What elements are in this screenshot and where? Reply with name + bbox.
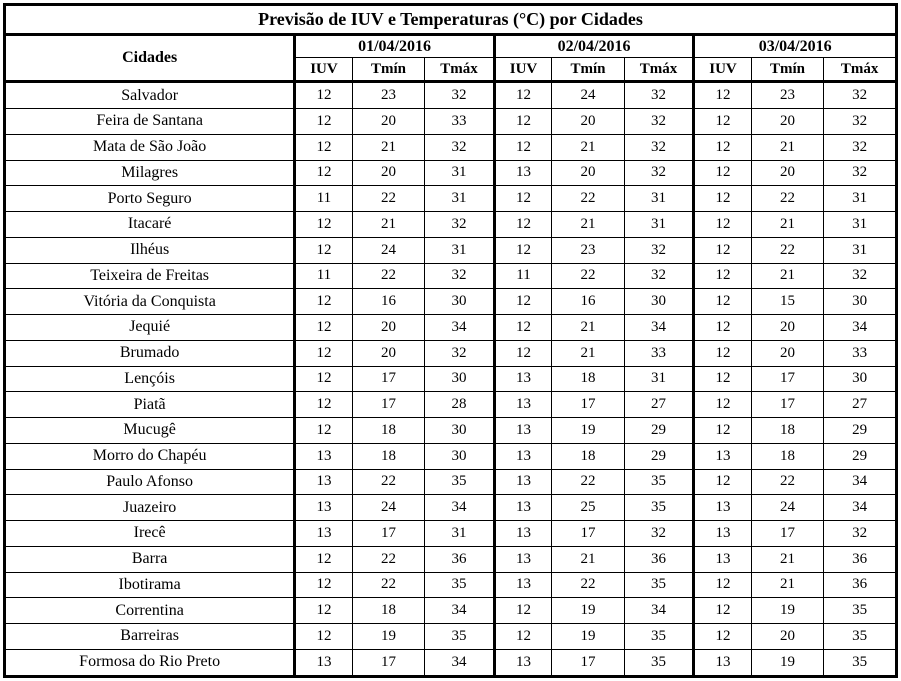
table-row	[5, 82, 897, 109]
table-row	[5, 237, 897, 263]
tmin-cell: 23	[751, 82, 824, 109]
tmax-cell: 35	[824, 624, 897, 650]
tmin-header-3: Tmín	[751, 58, 824, 82]
iuv-cell: 12	[494, 598, 551, 624]
iuv-cell: 12	[494, 186, 551, 212]
tmax-cell: 35	[624, 649, 694, 676]
tmin-cell: 19	[751, 598, 824, 624]
tmax-cell: 35	[425, 572, 495, 598]
tmax-cell: 31	[624, 212, 694, 238]
title-row	[5, 5, 897, 35]
iuv-cell: 11	[295, 263, 352, 289]
table-row	[5, 109, 897, 135]
tmax-cell: 31	[425, 521, 495, 547]
tmin-cell: 22	[352, 263, 425, 289]
iuv-cell: 13	[694, 546, 751, 572]
table-row	[5, 366, 897, 392]
tmin-cell: 17	[552, 392, 625, 418]
table-row	[5, 572, 897, 598]
table-row	[5, 263, 897, 289]
tmin-cell: 20	[352, 340, 425, 366]
tmax-cell: 27	[624, 392, 694, 418]
tmax-cell: 31	[425, 186, 495, 212]
tmin-cell: 17	[552, 649, 625, 676]
tmin-cell: 19	[751, 649, 824, 676]
table-row	[5, 134, 897, 160]
city-name: Paulo Afonso	[5, 469, 295, 495]
table-body	[5, 82, 897, 677]
iuv-cell: 12	[295, 289, 352, 315]
tmin-cell: 19	[552, 624, 625, 650]
iuv-cell: 12	[295, 598, 352, 624]
iuv-cell: 13	[494, 418, 551, 444]
iuv-cell: 12	[295, 546, 352, 572]
tmin-cell: 22	[751, 237, 824, 263]
tmin-cell: 20	[751, 160, 824, 186]
tmax-cell: 34	[824, 315, 897, 341]
tmin-cell: 15	[751, 289, 824, 315]
tmax-cell: 31	[425, 160, 495, 186]
tmax-cell: 33	[425, 109, 495, 135]
table-row	[5, 289, 897, 315]
city-name: Teixeira de Freitas	[5, 263, 295, 289]
iuv-cell: 13	[295, 649, 352, 676]
table-row	[5, 315, 897, 341]
table-row	[5, 495, 897, 521]
city-name: Irecê	[5, 521, 295, 547]
iuv-cell: 12	[694, 82, 751, 109]
tmin-cell: 20	[552, 160, 625, 186]
tmax-cell: 34	[624, 315, 694, 341]
tmin-cell: 21	[751, 546, 824, 572]
iuv-cell: 12	[295, 418, 352, 444]
tmin-cell: 20	[751, 109, 824, 135]
tmax-header-2: Tmáx	[624, 58, 694, 82]
tmax-cell: 32	[624, 109, 694, 135]
city-name: Formosa do Rio Preto	[5, 649, 295, 676]
tmax-cell: 27	[824, 392, 897, 418]
tmax-cell: 31	[824, 237, 897, 263]
tmax-cell: 32	[824, 134, 897, 160]
tmin-cell: 18	[751, 443, 824, 469]
tmax-cell: 34	[824, 469, 897, 495]
iuv-cell: 13	[494, 443, 551, 469]
tmax-header-1: Tmáx	[425, 58, 495, 82]
tmax-cell: 35	[425, 624, 495, 650]
iuv-cell: 12	[295, 160, 352, 186]
tmin-cell: 22	[352, 186, 425, 212]
date-header-2: 02/04/2016	[494, 35, 694, 58]
table-row	[5, 521, 897, 547]
iuv-header-1: IUV	[295, 58, 352, 82]
tmin-cell: 20	[352, 109, 425, 135]
tmax-cell: 36	[624, 546, 694, 572]
tmax-cell: 32	[624, 263, 694, 289]
date-header-row	[5, 35, 897, 58]
tmin-cell: 17	[352, 649, 425, 676]
iuv-cell: 13	[295, 495, 352, 521]
tmax-cell: 29	[824, 418, 897, 444]
tmax-cell: 32	[624, 160, 694, 186]
city-name: Mata de São João	[5, 134, 295, 160]
tmin-cell: 22	[352, 546, 425, 572]
tmin-cell: 21	[552, 546, 625, 572]
tmin-cell: 16	[552, 289, 625, 315]
iuv-cell: 12	[494, 134, 551, 160]
tmin-cell: 17	[352, 521, 425, 547]
tmin-cell: 22	[552, 186, 625, 212]
iuv-cell: 12	[295, 212, 352, 238]
tmin-cell: 24	[552, 82, 625, 109]
tmax-cell: 35	[624, 495, 694, 521]
tmin-cell: 18	[552, 366, 625, 392]
tmax-cell: 31	[824, 212, 897, 238]
iuv-cell: 13	[494, 392, 551, 418]
tmax-cell: 32	[824, 82, 897, 109]
tmin-cell: 21	[552, 315, 625, 341]
iuv-cell: 13	[494, 495, 551, 521]
iuv-cell: 13	[494, 521, 551, 547]
iuv-cell: 13	[694, 649, 751, 676]
tmax-cell: 30	[824, 366, 897, 392]
table-title: Previsão de IUV e Temperaturas (°C) por Cidades	[5, 5, 897, 35]
tmin-cell: 25	[552, 495, 625, 521]
tmax-cell: 35	[624, 624, 694, 650]
tmax-cell: 35	[624, 572, 694, 598]
iuv-cell: 12	[494, 340, 551, 366]
tmax-cell: 31	[425, 237, 495, 263]
city-name: Ilhéus	[5, 237, 295, 263]
iuv-cell: 12	[494, 109, 551, 135]
tmin-cell: 20	[751, 340, 824, 366]
iuv-cell: 12	[694, 289, 751, 315]
table-row	[5, 546, 897, 572]
iuv-cell: 12	[295, 624, 352, 650]
iuv-cell: 12	[694, 134, 751, 160]
tmax-cell: 34	[425, 649, 495, 676]
iuv-cell: 12	[694, 418, 751, 444]
tmin-cell: 21	[751, 263, 824, 289]
iuv-cell: 13	[295, 469, 352, 495]
city-name: Piatã	[5, 392, 295, 418]
tmax-cell: 32	[824, 160, 897, 186]
tmin-cell: 18	[751, 418, 824, 444]
iuv-cell: 12	[494, 315, 551, 341]
iuv-cell: 13	[295, 443, 352, 469]
iuv-cell: 12	[494, 237, 551, 263]
table-row	[5, 160, 897, 186]
city-name: Lençóis	[5, 366, 295, 392]
tmax-cell: 29	[624, 418, 694, 444]
city-name: Brumado	[5, 340, 295, 366]
city-name: Correntina	[5, 598, 295, 624]
tmax-cell: 31	[824, 186, 897, 212]
iuv-cell: 13	[494, 649, 551, 676]
tmin-cell: 22	[552, 263, 625, 289]
tmax-cell: 30	[824, 289, 897, 315]
iuv-cell: 13	[295, 521, 352, 547]
tmin-cell: 20	[751, 624, 824, 650]
iuv-cell: 13	[494, 572, 551, 598]
tmax-cell: 29	[824, 443, 897, 469]
table-row	[5, 212, 897, 238]
tmax-cell: 34	[624, 598, 694, 624]
iuv-cell: 12	[494, 82, 551, 109]
tmin-cell: 17	[352, 392, 425, 418]
iuv-cell: 12	[694, 366, 751, 392]
tmin-cell: 21	[352, 212, 425, 238]
city-name: Porto Seguro	[5, 186, 295, 212]
tmax-cell: 30	[425, 366, 495, 392]
tmin-cell: 22	[751, 186, 824, 212]
iuv-cell: 12	[295, 109, 352, 135]
iuv-cell: 12	[295, 366, 352, 392]
tmax-cell: 34	[425, 495, 495, 521]
tmax-cell: 34	[824, 495, 897, 521]
iuv-cell: 12	[295, 315, 352, 341]
tmax-cell: 32	[425, 340, 495, 366]
tmin-cell: 22	[552, 572, 625, 598]
iuv-cell: 12	[494, 624, 551, 650]
tmin-cell: 21	[751, 212, 824, 238]
tmin-cell: 21	[751, 572, 824, 598]
tmax-header-3: Tmáx	[824, 58, 897, 82]
tmax-cell: 34	[425, 598, 495, 624]
iuv-header-2: IUV	[494, 58, 551, 82]
tmax-cell: 32	[425, 212, 495, 238]
city-name: Feira de Santana	[5, 109, 295, 135]
iuv-cell: 13	[694, 443, 751, 469]
city-name: Jequié	[5, 315, 295, 341]
tmin-cell: 18	[352, 598, 425, 624]
date-header-1: 01/04/2016	[295, 35, 495, 58]
table-row	[5, 469, 897, 495]
tmin-cell: 19	[552, 418, 625, 444]
iuv-cell: 12	[295, 134, 352, 160]
iuv-cell: 13	[694, 521, 751, 547]
forecast-table	[3, 3, 898, 678]
tmin-cell: 16	[352, 289, 425, 315]
tmin-cell: 19	[352, 624, 425, 650]
tmin-cell: 18	[352, 418, 425, 444]
tmin-cell: 17	[751, 521, 824, 547]
tmin-cell: 20	[552, 109, 625, 135]
tmax-cell: 36	[425, 546, 495, 572]
tmax-cell: 28	[425, 392, 495, 418]
tmax-cell: 31	[624, 366, 694, 392]
iuv-cell: 12	[694, 624, 751, 650]
tmax-cell: 32	[824, 521, 897, 547]
tmax-cell: 32	[624, 521, 694, 547]
tmax-cell: 30	[425, 443, 495, 469]
city-name: Vitória da Conquista	[5, 289, 295, 315]
tmin-cell: 22	[352, 469, 425, 495]
tmin-cell: 20	[352, 315, 425, 341]
tmax-cell: 32	[824, 109, 897, 135]
tmin-cell: 21	[552, 134, 625, 160]
tmin-cell: 23	[552, 237, 625, 263]
city-name: Juazeiro	[5, 495, 295, 521]
tmin-cell: 18	[552, 443, 625, 469]
iuv-cell: 12	[694, 572, 751, 598]
iuv-cell: 12	[694, 315, 751, 341]
tmin-cell: 22	[751, 469, 824, 495]
iuv-cell: 12	[694, 212, 751, 238]
tmin-cell: 17	[751, 392, 824, 418]
tmin-cell: 21	[552, 340, 625, 366]
tmin-cell: 21	[751, 134, 824, 160]
iuv-cell: 11	[494, 263, 551, 289]
city-name: Salvador	[5, 82, 295, 109]
tmax-cell: 32	[425, 263, 495, 289]
tmax-cell: 30	[425, 418, 495, 444]
tmin-cell: 17	[751, 366, 824, 392]
tmax-cell: 32	[425, 82, 495, 109]
iuv-cell: 12	[494, 289, 551, 315]
tmax-cell: 33	[624, 340, 694, 366]
tmax-cell: 32	[624, 82, 694, 109]
tmax-cell: 35	[425, 469, 495, 495]
tmin-cell: 19	[552, 598, 625, 624]
city-name: Barreiras	[5, 624, 295, 650]
tmin-cell: 22	[352, 572, 425, 598]
iuv-cell: 12	[295, 392, 352, 418]
iuv-cell: 12	[295, 340, 352, 366]
iuv-cell: 12	[694, 598, 751, 624]
tmin-cell: 22	[552, 469, 625, 495]
tmax-cell: 32	[624, 237, 694, 263]
table-row	[5, 340, 897, 366]
iuv-cell: 13	[494, 546, 551, 572]
tmin-cell: 21	[352, 134, 425, 160]
table-row	[5, 418, 897, 444]
iuv-cell: 12	[694, 263, 751, 289]
tmax-cell: 29	[624, 443, 694, 469]
tmax-cell: 33	[824, 340, 897, 366]
tmin-cell: 18	[352, 443, 425, 469]
tmin-cell: 17	[552, 521, 625, 547]
iuv-cell: 12	[694, 160, 751, 186]
tmax-cell: 36	[824, 546, 897, 572]
tmax-cell: 32	[624, 134, 694, 160]
city-name: Itacaré	[5, 212, 295, 238]
tmin-cell: 23	[352, 82, 425, 109]
tmax-cell: 35	[824, 598, 897, 624]
iuv-cell: 12	[694, 469, 751, 495]
iuv-cell: 12	[295, 82, 352, 109]
tmax-cell: 35	[624, 469, 694, 495]
tmin-cell: 24	[352, 237, 425, 263]
tmax-cell: 30	[425, 289, 495, 315]
city-name: Milagres	[5, 160, 295, 186]
table-row	[5, 392, 897, 418]
iuv-cell: 13	[694, 495, 751, 521]
iuv-cell: 13	[494, 366, 551, 392]
tmin-cell: 17	[352, 366, 425, 392]
iuv-cell: 11	[295, 186, 352, 212]
tmin-header-2: Tmín	[552, 58, 625, 82]
table-row	[5, 624, 897, 650]
date-header-3: 03/04/2016	[694, 35, 897, 58]
tmax-cell: 32	[824, 263, 897, 289]
tmax-cell: 35	[824, 649, 897, 676]
iuv-header-3: IUV	[694, 58, 751, 82]
tmin-cell: 21	[552, 212, 625, 238]
table-row	[5, 443, 897, 469]
table-row	[5, 598, 897, 624]
tmax-cell: 30	[624, 289, 694, 315]
iuv-cell: 12	[694, 109, 751, 135]
tmax-cell: 31	[624, 186, 694, 212]
iuv-cell: 12	[295, 572, 352, 598]
iuv-cell: 12	[694, 340, 751, 366]
tmax-cell: 36	[824, 572, 897, 598]
city-name: Barra	[5, 546, 295, 572]
iuv-cell: 13	[494, 160, 551, 186]
iuv-cell: 12	[494, 212, 551, 238]
iuv-cell: 12	[694, 186, 751, 212]
cities-column-header: Cidades	[5, 35, 295, 82]
city-name: Mucugê	[5, 418, 295, 444]
tmin-cell: 20	[751, 315, 824, 341]
table-row	[5, 649, 897, 676]
tmin-cell: 24	[352, 495, 425, 521]
city-name: Ibotirama	[5, 572, 295, 598]
city-name: Morro do Chapéu	[5, 443, 295, 469]
tmin-cell: 24	[751, 495, 824, 521]
tmin-header-1: Tmín	[352, 58, 425, 82]
tmax-cell: 34	[425, 315, 495, 341]
iuv-cell: 12	[295, 237, 352, 263]
table-row	[5, 186, 897, 212]
tmax-cell: 32	[425, 134, 495, 160]
tmin-cell: 20	[352, 160, 425, 186]
iuv-cell: 12	[694, 237, 751, 263]
iuv-cell: 13	[494, 469, 551, 495]
iuv-cell: 12	[694, 392, 751, 418]
